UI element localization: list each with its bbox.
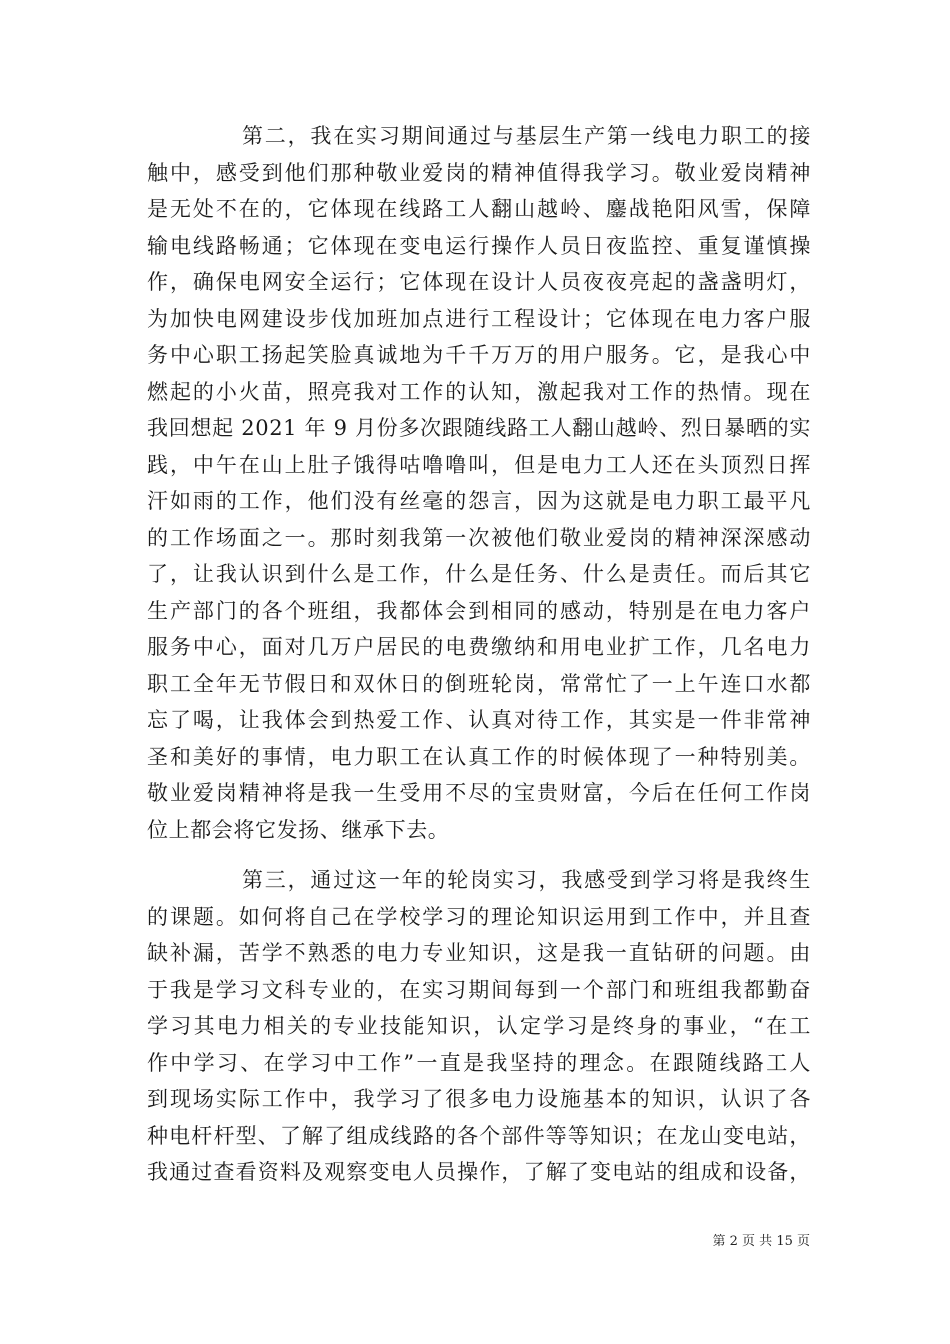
text-line: 第三，通过这一年的轮岗实习，我感受到学习将是我终生: [242, 868, 811, 892]
text-line: 是无处不在的，它体现在线路工人翻山越岭、鏖战艳阳风雪，保障: [147, 197, 811, 221]
text-line: 忘了喝，让我体会到热爱工作、认真对待工作，其实是一件非常神: [147, 708, 811, 732]
text-line: 燃起的小火苗，照亮我对工作的认知，激起我对工作的热情。现在: [147, 379, 811, 404]
page-footer: 第 2 页 共 15 页: [712, 1234, 810, 1249]
text-line: 触中，感受到他们那种敬业爱岗的精神值得我学习。敬业爱岗精神: [147, 160, 811, 185]
paragraph-2nd: [147, 118, 811, 848]
text-line: 作，确保电网安全运行；它体现在设计人员夜夜亮起的盏盏明灯，: [147, 270, 811, 294]
text-line: 为加快电网建设步伐加班加点进行工程设计；它体现在电力客户服: [147, 306, 811, 331]
text-line: 的工作场面之一。那时刻我第一次被他们敬业爱岗的精神深深感动: [147, 525, 811, 550]
text-line: 汗如雨的工作，他们没有丝毫的怨言，因为这就是电力职工最平凡: [147, 489, 811, 513]
text-line: 我回想起 2021 年 9 月份多次跟随线路工人翻山越岭、烈日暴晒的实: [147, 416, 811, 440]
text-line: 位上都会将它发扬、继承下去。: [147, 817, 450, 842]
text-line: 践，中午在山上肚子饿得咕噜噜叫，但是电力工人还在头顶烈日挥: [147, 452, 811, 477]
text-line: 到现场实际工作中，我学习了很多电力设施基本的知识，认识了各: [147, 1087, 811, 1111]
text-line: 服务中心，面对几万户居民的电费缴纳和用电业扩工作，几名电力: [147, 635, 811, 659]
text-line: 了，让我认识到什么是工作，什么是任务、什么是责任。而后其它: [147, 562, 811, 586]
text-line: 敬业爱岗精神将是我一生受用不尽的宝贵财富，今后在任何工作岗: [147, 781, 811, 805]
text-line: 种电杆杆型、了解了组成线路的各个部件等等知识；在龙山变电站，: [147, 1123, 811, 1148]
text-line: 学习其电力相关的专业技能知识，认定学习是终身的事业，“在工: [147, 1014, 811, 1038]
paragraph-3rd: [147, 862, 811, 1191]
text-line: 务中心职工扬起笑脸真诚地为千千万万的用户服务。它，是我心中: [147, 343, 811, 367]
text-line: 于我是学习文科专业的，在实习期间每到一个部门和班组我都勤奋: [147, 977, 811, 1002]
text-line: 的课题。如何将自己在学校学习的理论知识运用到工作中，并且查: [147, 904, 811, 929]
text-line: 作中学习、在学习中工作”一直是我坚持的理念。在跟随线路工人: [147, 1050, 811, 1075]
text-line: 第二，我在实习期间通过与基层生产第一线电力职工的接: [242, 124, 811, 148]
text-line: 输电线路畅通；它体现在变电运行操作人员日夜监控、重复谨慎操: [147, 233, 811, 258]
text-line: 生产部门的各个班组，我都体会到相同的感动，特别是在电力客户: [147, 598, 811, 623]
text-line: 职工全年无节假日和双休日的倒班轮岗，常常忙了一上午连口水都: [147, 671, 811, 696]
text-line: 圣和美好的事情，电力职工在认真工作的时候体现了一种特别美。: [147, 744, 811, 769]
text-line: 缺补漏，苦学不熟悉的电力专业知识，这是我一直钻研的问题。由: [147, 941, 811, 965]
text-line: 我通过查看资料及观察变电人员操作，了解了变电站的组成和设备，: [147, 1160, 811, 1184]
